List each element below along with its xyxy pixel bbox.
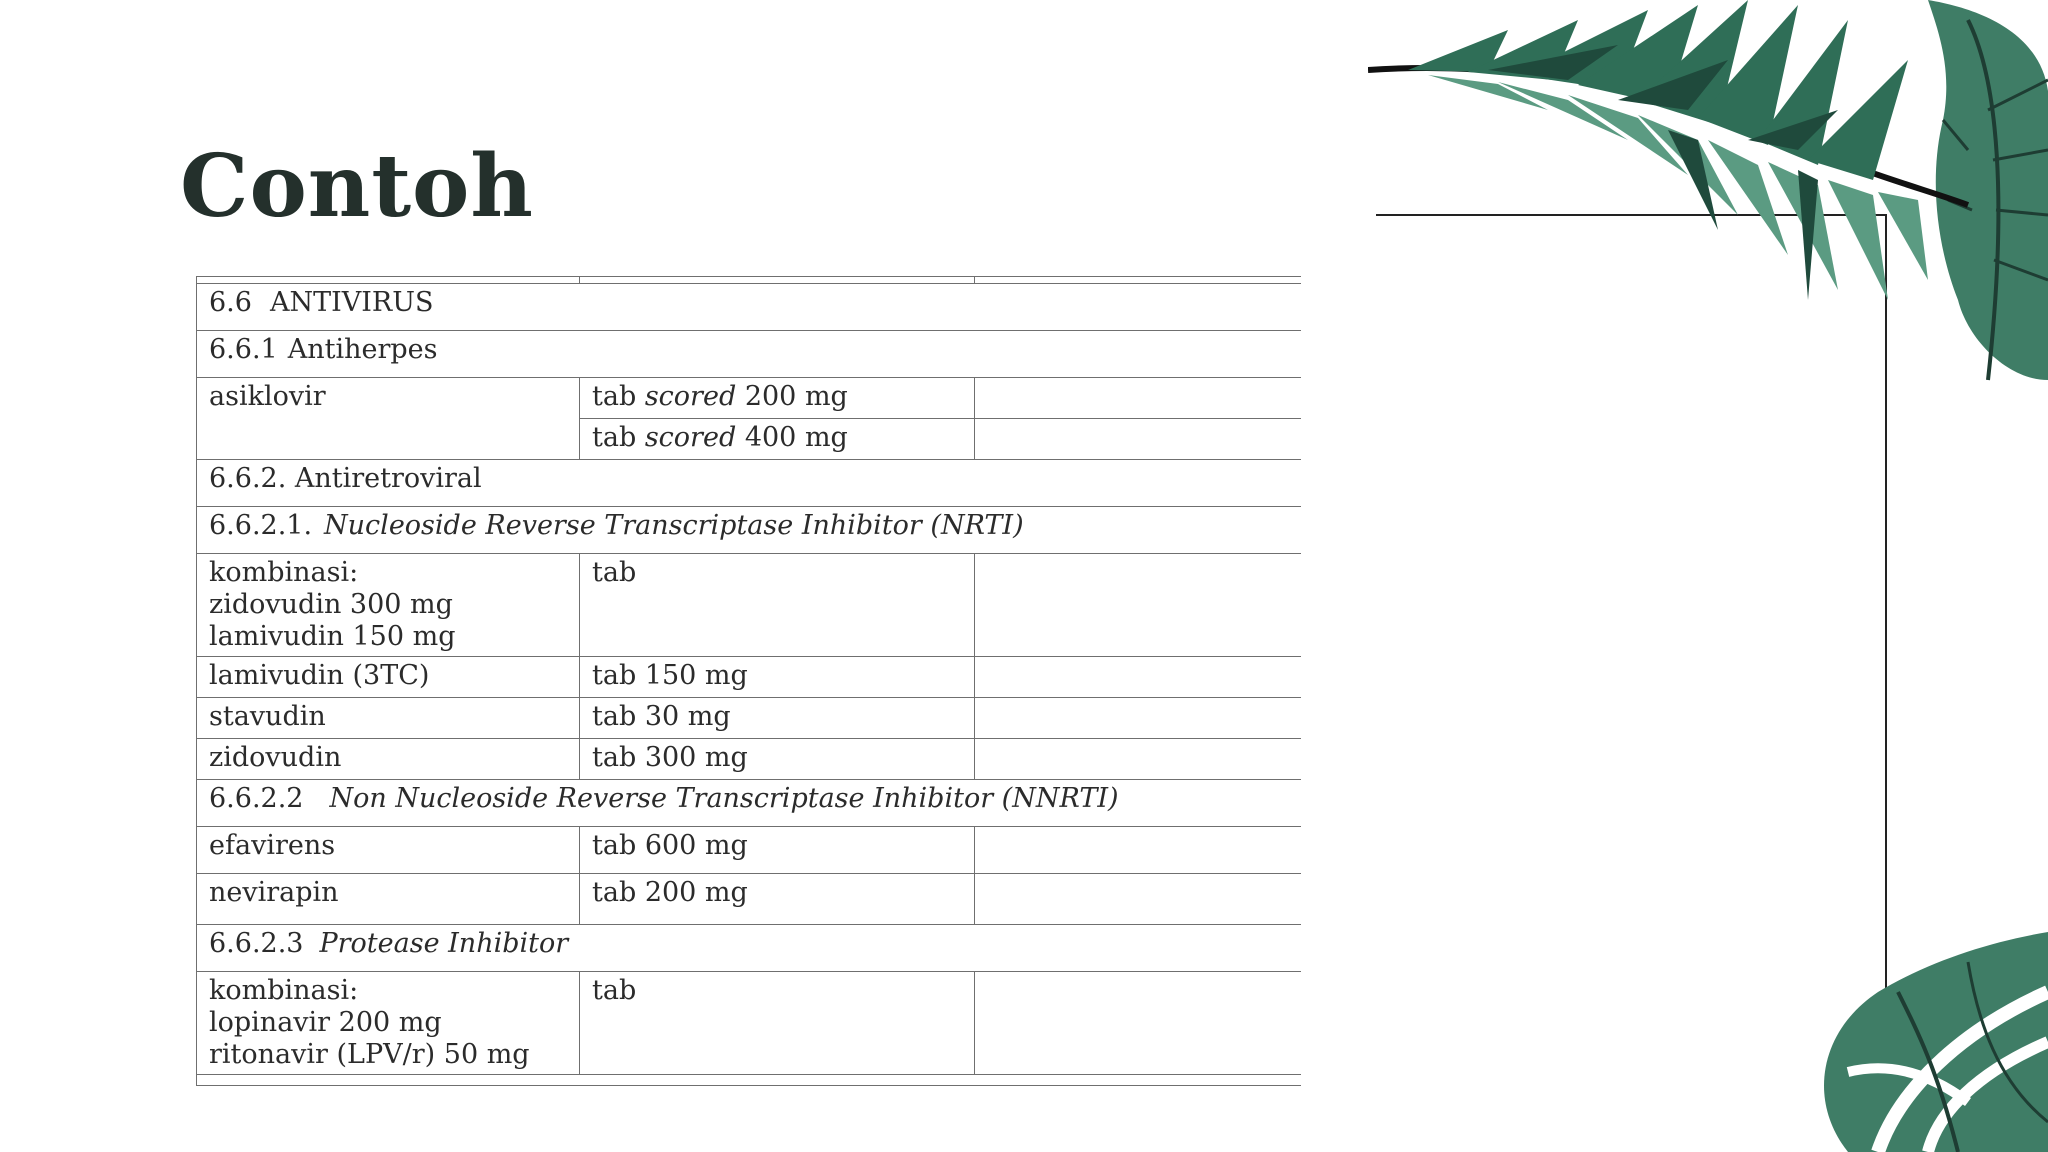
table-row bbox=[197, 460, 1302, 507]
drug-table bbox=[196, 276, 1301, 1086]
drug-form: tab 600 mg bbox=[580, 827, 975, 874]
section-heading: 6.6.2.3 Protease Inhibitor bbox=[197, 925, 1302, 972]
drug-form: tab scored 200 mg bbox=[580, 378, 975, 419]
table-cell-empty bbox=[975, 972, 1302, 1075]
drug-name: stavudin bbox=[197, 698, 580, 739]
drug-name: kombinasi: zidovudin 300 mg lamivudin 150 mg bbox=[197, 554, 580, 657]
table-row bbox=[197, 874, 1302, 925]
drug-form: tab 200 mg bbox=[580, 874, 975, 925]
drug-name: lamivudin (3TC) bbox=[197, 657, 580, 698]
drug-form: tab bbox=[580, 972, 975, 1075]
section-heading: 6.6 ANTIVIRUS bbox=[197, 284, 1302, 331]
drug-name: zidovudin bbox=[197, 739, 580, 780]
table-row bbox=[197, 827, 1302, 874]
drug-form: tab 150 mg bbox=[580, 657, 975, 698]
table-cell-empty bbox=[975, 554, 1302, 657]
table-cell-empty bbox=[975, 698, 1302, 739]
document-excerpt bbox=[196, 276, 1301, 1090]
table-row bbox=[197, 331, 1302, 378]
table-row bbox=[197, 972, 1302, 1075]
table-cell-empty bbox=[975, 378, 1302, 419]
drug-name: nevirapin bbox=[197, 874, 580, 925]
table-row bbox=[197, 657, 1302, 698]
table-cell-empty bbox=[975, 739, 1302, 780]
table-row bbox=[197, 507, 1302, 554]
drug-form: tab 300 mg bbox=[580, 739, 975, 780]
section-heading: 6.6.2.1. Nucleoside Reverse Transcriptase Inhibitor (NRTI) bbox=[197, 507, 1302, 554]
table-cell-empty bbox=[975, 419, 1302, 460]
monstera-leaf-decoration bbox=[1808, 922, 2048, 1152]
table-cell-empty bbox=[975, 874, 1302, 925]
slide-title: Contoh bbox=[180, 136, 534, 237]
table-row bbox=[197, 780, 1302, 827]
table-row bbox=[197, 1075, 1302, 1086]
palm-leaf-decoration bbox=[1368, 0, 2048, 400]
drug-form: tab bbox=[580, 554, 975, 657]
table-row bbox=[197, 284, 1302, 331]
table-row bbox=[197, 277, 1302, 284]
drug-name: efavirens bbox=[197, 827, 580, 874]
drug-name: asiklovir bbox=[197, 378, 580, 460]
table-row bbox=[197, 739, 1302, 780]
drug-form: tab scored 400 mg bbox=[580, 419, 975, 460]
section-heading: 6.6.1 Antiherpes bbox=[197, 331, 1302, 378]
table-cell-empty bbox=[975, 657, 1302, 698]
table-row bbox=[197, 698, 1302, 739]
section-heading: 6.6.2. Antiretroviral bbox=[197, 460, 1302, 507]
section-heading: 6.6.2.2 Non Nucleoside Reverse Transcriptase Inhibitor (NNRTI) bbox=[197, 780, 1302, 827]
drug-form: tab 30 mg bbox=[580, 698, 975, 739]
table-row bbox=[197, 925, 1302, 972]
table-row bbox=[197, 554, 1302, 657]
table-cell-empty bbox=[975, 827, 1302, 874]
drug-name: kombinasi: lopinavir 200 mg ritonavir (LPV/r) 50 mg bbox=[197, 972, 580, 1075]
table-row bbox=[197, 378, 1302, 419]
